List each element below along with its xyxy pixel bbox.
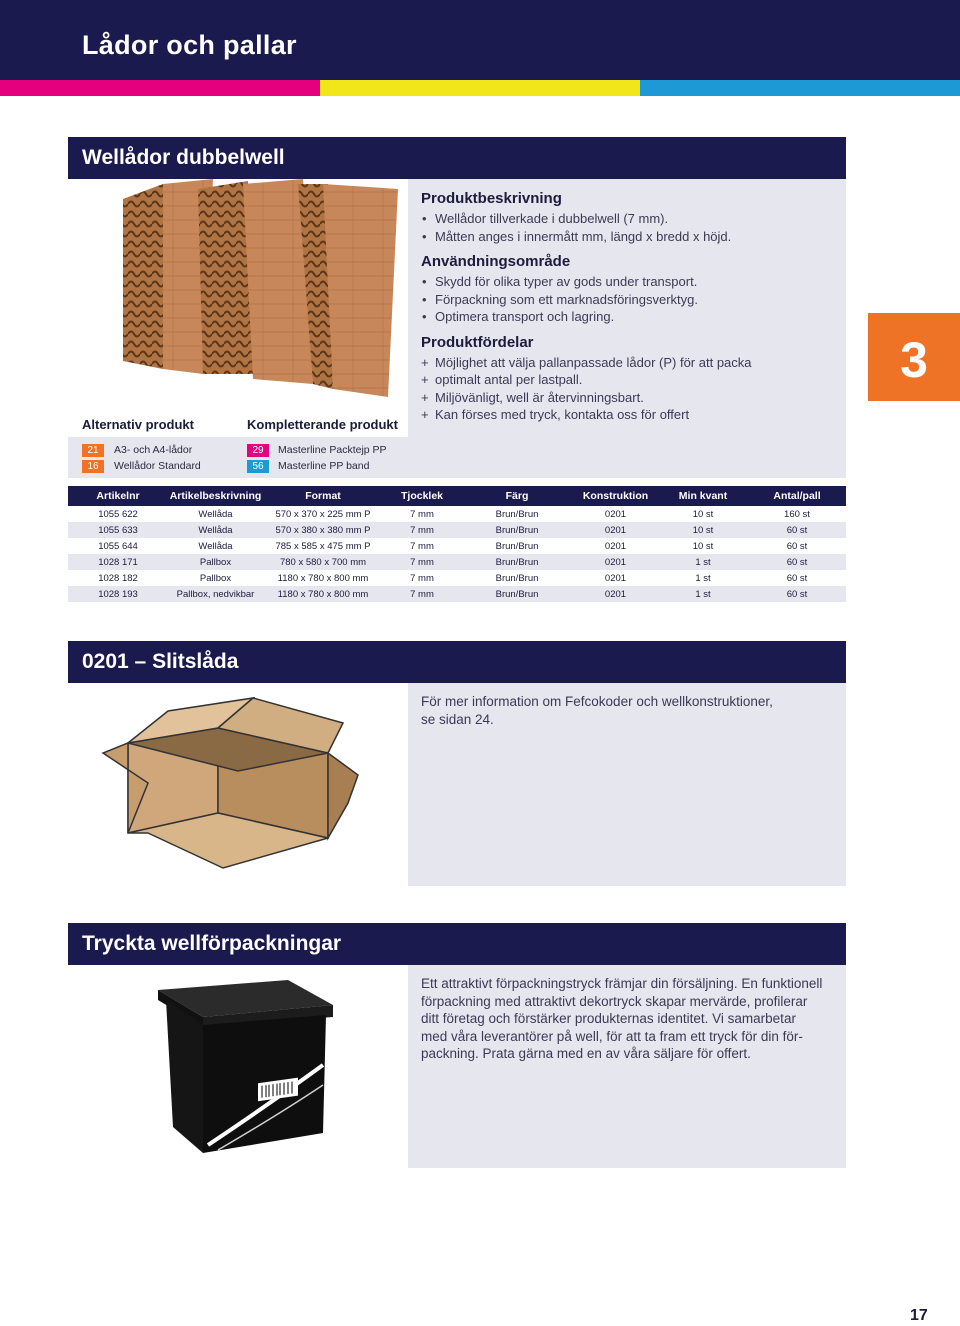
table-header-row	[68, 486, 846, 506]
color-stripe-cyan	[640, 80, 960, 96]
usage-list	[421, 273, 841, 326]
tryckta-text-line: förpackning med attraktivt dekortryck skapar mervärde, profilerar	[421, 993, 808, 1009]
color-stripe-magenta	[0, 80, 320, 96]
column-header: Antal/pall	[748, 486, 846, 506]
table-cell: 7 mm	[383, 586, 461, 602]
table-cell: 60 st	[748, 554, 846, 570]
table-cell: 0201	[573, 554, 658, 570]
table-cell: Brun/Brun	[461, 554, 573, 570]
table-cell: 60 st	[748, 586, 846, 602]
section-header-wellador	[68, 137, 846, 179]
benefit-item-continuation	[421, 371, 841, 389]
tryckta-text-line: Ett attraktivt förpackningstryck främjar din försäljning. En funktionell	[421, 976, 823, 991]
table-cell: 1 st	[658, 586, 748, 602]
table-cell: 1 st	[658, 554, 748, 570]
table-row	[68, 522, 846, 538]
alternative-label[interactable]: Wellådor Standard	[114, 460, 201, 472]
column-header: Artikelnr	[68, 486, 168, 506]
slitslada-text-line: För mer information om Fefcokoder och wellkonstruktioner,	[421, 694, 773, 709]
table-cell: 1055 622	[68, 506, 168, 522]
section-number: 3	[900, 332, 928, 388]
table-cell: 1180 x 780 x 800 mm	[263, 570, 383, 586]
table-cell: 1055 633	[68, 522, 168, 538]
table-cell: 570 x 370 x 225 mm P	[263, 506, 383, 522]
benefit-item: + Miljövänligt, well är återvinningsbart.	[421, 389, 841, 407]
corrugated-board-illustration	[68, 179, 408, 437]
table-cell: Pallbox	[168, 570, 263, 586]
table-cell: 0201	[573, 538, 658, 554]
section-title: 0201 – Slitslåda	[82, 650, 239, 673]
usage-item: • Optimera transport och lagring.	[421, 308, 841, 326]
table-cell: 1180 x 780 x 800 mm	[263, 586, 383, 602]
alternative-product-heading: Alternativ produkt	[82, 417, 194, 432]
description-item: • Måtten anges i innermått mm, längd x bredd x höjd.	[421, 228, 841, 246]
table-cell: 10 st	[658, 538, 748, 554]
table-cell: 7 mm	[383, 554, 461, 570]
benefits-heading: Produktfördelar	[421, 333, 534, 351]
complementary-label[interactable]: Masterline Packtejp PP	[278, 444, 387, 456]
table-cell: 780 x 580 x 700 mm	[263, 554, 383, 570]
table-row	[68, 554, 846, 570]
column-header: Färg	[461, 486, 573, 506]
tryckta-text-line: packning. Prata gärna med en av våra säljare för offert.	[421, 1046, 751, 1061]
usage-heading: Användningsområde	[421, 253, 571, 270]
complementary-tag[interactable]: 29	[247, 444, 269, 457]
complementary-product-heading: Kompletterande produkt	[247, 417, 398, 432]
table-cell: Wellåda	[168, 506, 263, 522]
table-cell: 60 st	[748, 570, 846, 586]
complementary-label[interactable]: Masterline PP band	[278, 460, 370, 472]
table-cell: 0201	[573, 570, 658, 586]
table-row	[68, 570, 846, 586]
table-cell: 60 st	[748, 538, 846, 554]
table-cell: 1028 182	[68, 570, 168, 586]
open-box-illustration	[68, 683, 408, 886]
section-header-slitslada	[68, 641, 846, 683]
benefits-list	[421, 354, 841, 424]
table-cell: 7 mm	[383, 522, 461, 538]
table-cell: 785 x 585 x 475 mm P	[263, 538, 383, 554]
column-header: Format	[263, 486, 383, 506]
usage-item: • Skydd för olika typer av gods under transport.	[421, 273, 841, 291]
table-cell: 60 st	[748, 522, 846, 538]
table-cell: Brun/Brun	[461, 538, 573, 554]
table-cell: Brun/Brun	[461, 570, 573, 586]
slitslada-box-image	[68, 683, 408, 886]
table-cell: 1028 171	[68, 554, 168, 570]
table-cell: 10 st	[658, 522, 748, 538]
table-row	[68, 586, 846, 602]
page-title: Lådor och pallar	[82, 30, 297, 60]
table-cell: Pallbox	[168, 554, 263, 570]
table-cell: Brun/Brun	[461, 506, 573, 522]
table-cell: 0201	[573, 506, 658, 522]
description-heading: Produktbeskrivning	[421, 190, 562, 207]
description-list	[421, 210, 841, 245]
section-title: Tryckta wellförpackningar	[82, 932, 342, 955]
table-cell: Wellåda	[168, 522, 263, 538]
slitslada-text-line: se sidan 24.	[421, 711, 494, 727]
table-cell: Wellåda	[168, 538, 263, 554]
table-cell: 570 x 380 x 380 mm P	[263, 522, 383, 538]
printed-box-image	[68, 965, 408, 1168]
tryckta-text-line: med våra leverantörer på well, för att ta fram ett tryck för din för-	[421, 1028, 803, 1044]
benefit-continuation-text: optimalt antal per lastpall.	[435, 372, 583, 387]
table-cell: Brun/Brun	[461, 586, 573, 602]
alternative-tag[interactable]: 21	[82, 444, 104, 457]
table-cell: Brun/Brun	[461, 522, 573, 538]
table-cell: 1055 644	[68, 538, 168, 554]
column-header: Min kvant	[658, 486, 748, 506]
color-stripe-yellow	[320, 80, 640, 96]
alternative-tag[interactable]: 16	[82, 460, 104, 473]
product-table	[68, 486, 846, 602]
section-title: Wellådor dubbelwell	[82, 146, 285, 169]
table-cell: Pallbox, nedvikbar	[168, 586, 263, 602]
benefit-item: + Möjlighet att välja pallanpassade lådor (P) för att packa	[421, 354, 841, 372]
column-header: Tjocklek	[383, 486, 461, 506]
black-printed-box-illustration	[68, 965, 408, 1168]
table-cell: 7 mm	[383, 506, 461, 522]
usage-item: • Förpackning som ett marknadsföringsverktyg.	[421, 291, 841, 309]
corrugated-board-image	[68, 179, 408, 437]
section-header-tryckta	[68, 923, 846, 965]
table-cell: 7 mm	[383, 538, 461, 554]
table-cell: 7 mm	[383, 570, 461, 586]
table-row	[68, 538, 846, 554]
alternative-label[interactable]: A3- och A4-lådor	[114, 444, 193, 456]
table-cell: 1028 193	[68, 586, 168, 602]
table-cell: 0201	[573, 522, 658, 538]
benefit-item: + Kan förses med tryck, kontakta oss för offert	[421, 406, 841, 424]
column-header: Konstruktion	[573, 486, 658, 506]
tryckta-text	[421, 975, 836, 1063]
table-row	[68, 506, 846, 522]
table-cell: 0201	[573, 586, 658, 602]
section-number-tab	[868, 313, 960, 401]
table-cell: 160 st	[748, 506, 846, 522]
description-item: • Wellådor tillverkade i dubbelwell (7 mm).	[421, 210, 841, 228]
table-cell: 10 st	[658, 506, 748, 522]
table-cell: 1 st	[658, 570, 748, 586]
column-header: Artikelbeskrivning	[168, 486, 263, 506]
complementary-tag[interactable]: 56	[247, 460, 269, 473]
page-number: 17	[910, 1307, 928, 1324]
product-description-block	[421, 190, 841, 431]
tryckta-text-line: ditt företag och förstärker produkternas identitet. Vi samarbetar	[421, 1011, 796, 1026]
slitslada-text	[421, 693, 831, 728]
